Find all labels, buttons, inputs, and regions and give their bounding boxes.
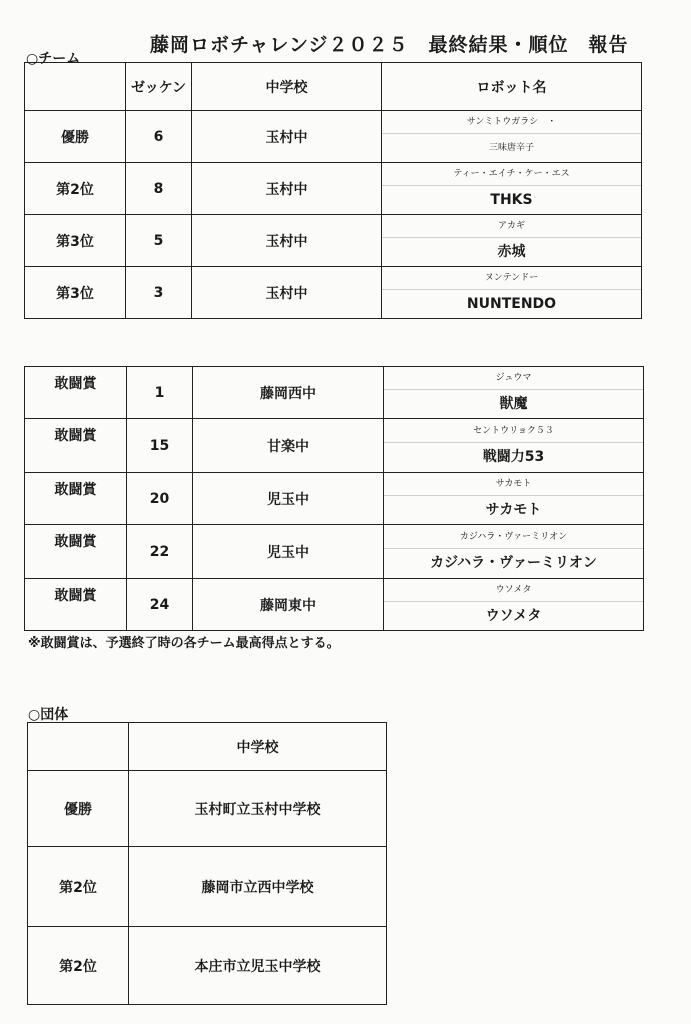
group-results-table <box>27 722 387 1005</box>
header-school: 中学校 <box>129 723 387 771</box>
header-rank <box>28 723 129 771</box>
number-cell: 6 <box>126 111 192 163</box>
school-cell: 玉村町立玉村中学校 <box>129 771 387 847</box>
robot-name: カジハラ・ヴァーミリオン <box>430 555 597 571</box>
team-results-table <box>24 62 642 319</box>
robot-kana: ヌンテンドー <box>382 267 641 290</box>
robot-cell <box>382 163 642 215</box>
robot-kana: セントウリョク５３ <box>384 420 643 443</box>
robot-kana: ティー・エイチ・ケー・エス <box>382 163 641 186</box>
robot-kana: アカギ <box>382 215 641 238</box>
school-cell: 藤岡市立西中学校 <box>129 847 387 927</box>
robot-kana: サンミトウガラシ ・ <box>382 111 641 134</box>
robot-name: 戦闘力53 <box>482 449 545 465</box>
rank-cell: 第3位 <box>25 215 126 267</box>
team-section-label: ○チーム <box>26 51 81 67</box>
group-section-label: ○団体 <box>28 707 69 723</box>
robot-cell <box>384 473 644 525</box>
table-row <box>25 215 642 267</box>
fighting-spirit-table <box>24 366 644 631</box>
robot-kana: ウソメタ <box>384 579 643 602</box>
number-cell: 22 <box>127 525 193 579</box>
school-cell: 児玉中 <box>193 525 384 579</box>
robot-name: THKS <box>490 192 533 208</box>
school-cell: 玉村中 <box>192 267 382 319</box>
school-cell: 本庄市立児玉中学校 <box>129 927 387 1005</box>
rank-cell: 優勝 <box>25 111 126 163</box>
rank-cell: 第2位 <box>25 163 126 215</box>
table-header-row <box>28 723 387 771</box>
school-cell: 児玉中 <box>193 473 384 525</box>
table-row <box>28 771 387 847</box>
number-cell: 5 <box>126 215 192 267</box>
header-school: 中学校 <box>192 63 382 111</box>
header-rank <box>25 63 126 111</box>
table-row <box>25 473 644 525</box>
robot-name: 赤城 <box>497 244 526 260</box>
school-cell: 玉村中 <box>192 215 382 267</box>
robot-name: 獣魔 <box>499 396 528 412</box>
number-cell: 15 <box>127 419 193 473</box>
school-cell: 藤岡西中 <box>193 367 384 419</box>
robot-cell <box>384 367 644 419</box>
table-row <box>28 927 387 1005</box>
robot-kana: カジハラ・ヴァーミリオン <box>384 526 643 549</box>
table-row <box>25 163 642 215</box>
rank-cell: 第3位 <box>25 267 126 319</box>
table-row <box>25 579 644 631</box>
rank-cell: 優勝 <box>28 771 129 847</box>
award-cell: 敢闘賞 <box>25 419 127 473</box>
award-cell: 敢闘賞 <box>25 367 127 419</box>
award-cell: 敢闘賞 <box>25 473 127 525</box>
table-row <box>25 111 642 163</box>
award-cell: 敢闘賞 <box>25 579 127 631</box>
table-row <box>25 419 644 473</box>
school-cell: 甘楽中 <box>193 419 384 473</box>
robot-kana: サカモト <box>384 473 643 496</box>
page-title: 藤岡ロボチャレンジ２０２５ 最終結果・順位 報告 <box>150 34 629 56</box>
table-row <box>25 367 644 419</box>
robot-cell <box>382 215 642 267</box>
award-cell: 敢闘賞 <box>25 525 127 579</box>
number-cell: 8 <box>126 163 192 215</box>
robot-cell <box>384 419 644 473</box>
table-header-row <box>25 63 642 111</box>
table-row <box>25 525 644 579</box>
robot-kana: ジュウマ <box>384 367 643 390</box>
robot-cell <box>384 525 644 579</box>
number-cell: 20 <box>127 473 193 525</box>
robot-name: 三味唐辛子 <box>488 143 534 153</box>
robot-cell <box>382 111 642 163</box>
robot-name: ウソメタ <box>485 608 542 624</box>
school-cell: 玉村中 <box>192 111 382 163</box>
table-row <box>25 267 642 319</box>
header-number: ゼッケン <box>126 63 192 111</box>
school-cell: 玉村中 <box>192 163 382 215</box>
school-cell: 藤岡東中 <box>193 579 384 631</box>
robot-cell <box>384 579 644 631</box>
robot-name: NUNTENDO <box>466 296 557 312</box>
rank-cell: 第2位 <box>28 847 129 927</box>
number-cell: 24 <box>127 579 193 631</box>
number-cell: 3 <box>126 267 192 319</box>
rank-cell: 第2位 <box>28 927 129 1005</box>
header-robot: ロボット名 <box>382 63 642 111</box>
robot-cell <box>382 267 642 319</box>
robot-name: サカモト <box>485 502 542 518</box>
award-note: ※敢闘賞は、予選終了時の各チーム最高得点とする。 <box>28 636 340 651</box>
number-cell: 1 <box>127 367 193 419</box>
table-row <box>28 847 387 927</box>
